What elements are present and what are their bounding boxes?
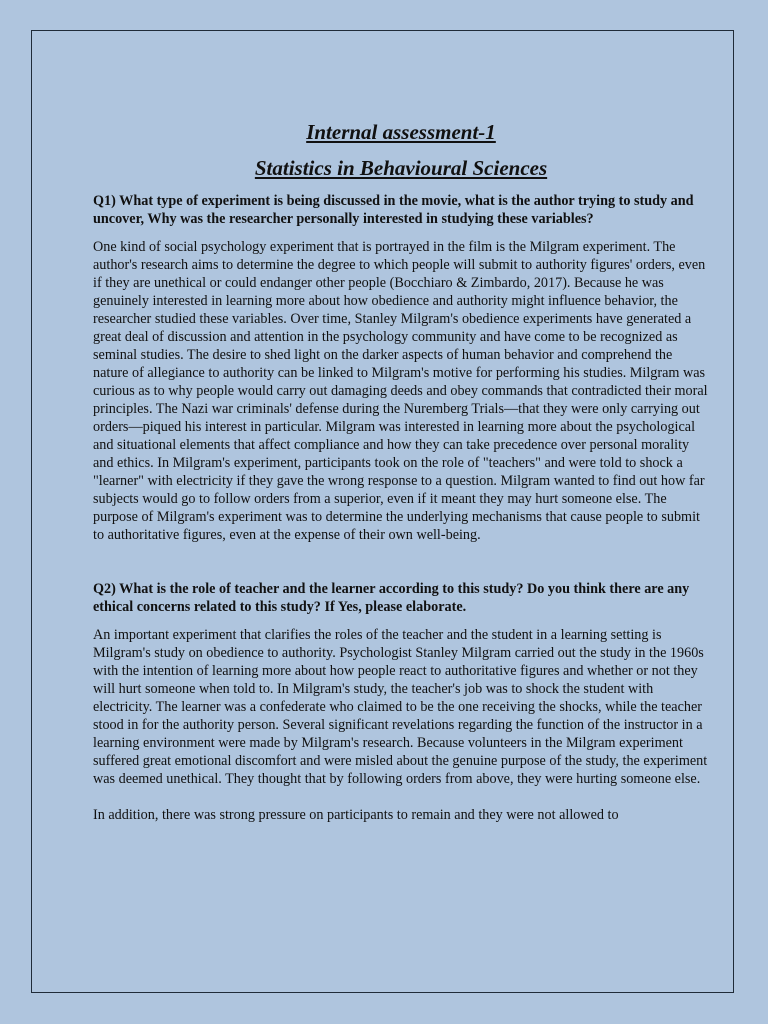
answer-1: One kind of social psychology experiment that is portrayed in the film is the Milgram experiment. The author's research aims to determine the degree to which people will submit to authority figures' orders, even if they are unethical or could endanger other people (Bocchiaro & Zimbardo, 2017). Because he was genuinely interested in learning more about how obedience and authority might influence behavior, the researcher studied these variables. Over time, Stanley Milgram's obedience experiments have generated a great deal of discussion and attention in the psychology community and have come to be recognized as seminal studies. The desire to shed light on the darker aspects of human behavior and comprehend the nature of allegiance to authority can be linked to Milgram's motive for performing his studies. Milgram was curious as to why people would carry out damaging deeds and obey commands that contradicted their moral principles. The Nazi war criminals' defense during the Nuremberg Trials—that they were only carrying out orders—piqued his interest in particular. Milgram was interested in learning more about the psychological and situational elements that affect compliance and how they can take precedence over personal morality and ethics. In Milgram's experiment, participants took on the role of "teachers" and were told to shock a "learner" with electricity if they gave the wrong response to a question. Milgram wanted to find out how far subjects would go to follow orders from a superior, even if it meant they may hurt someone else. The purpose of Milgram's experiment was to determine the underlying mechanisms that cause people to submit to authoritative figures, even at the expense of their own well-being.	[93, 239, 708, 543]
document-subtitle: Statistics in Behavioural Sciences	[254, 156, 548, 180]
answer-2-continued: In addition, there was strong pressure on participants to remain and they were not allowed to	[93, 807, 619, 823]
question-1: Q1) What type of experiment is being discussed in the movie, what is the author trying to study and uncover, Why was the researcher personally interested in studying these variables?	[93, 193, 694, 227]
answer-2: An important experiment that clarifies the roles of the teacher and the student in a learning setting is Milgram's study on obedience to authority. Psychologist Stanley Milgram carried out the study in the 1960s with the intention of learning more about how people react to authoritative figures and whether or not they will hurt someone when told to. In Milgram's study, the teacher's job was to shock the student with electricity. The learner was a confederate who claimed to be the one receiving the shocks, while the teacher stood in for the authority person. Several significant revelations regarding the function of the instructor in a learning environment were made by Milgram's research. Because volunteers in the Milgram experiment suffered great emotional discomfort and were misled about the genuine purpose of the study, the experiment was deemed unethical. They thought that by following orders from above, they were hurting someone else.	[93, 627, 708, 787]
document-page	[31, 30, 734, 993]
question-2: Q2) What is the role of teacher and the learner according to this study? Do you think there are any ethical concerns related to this study? If Yes, please elaborate.	[93, 581, 690, 615]
document-title: Internal assessment-1	[306, 120, 496, 144]
document-content	[93, 119, 709, 824]
